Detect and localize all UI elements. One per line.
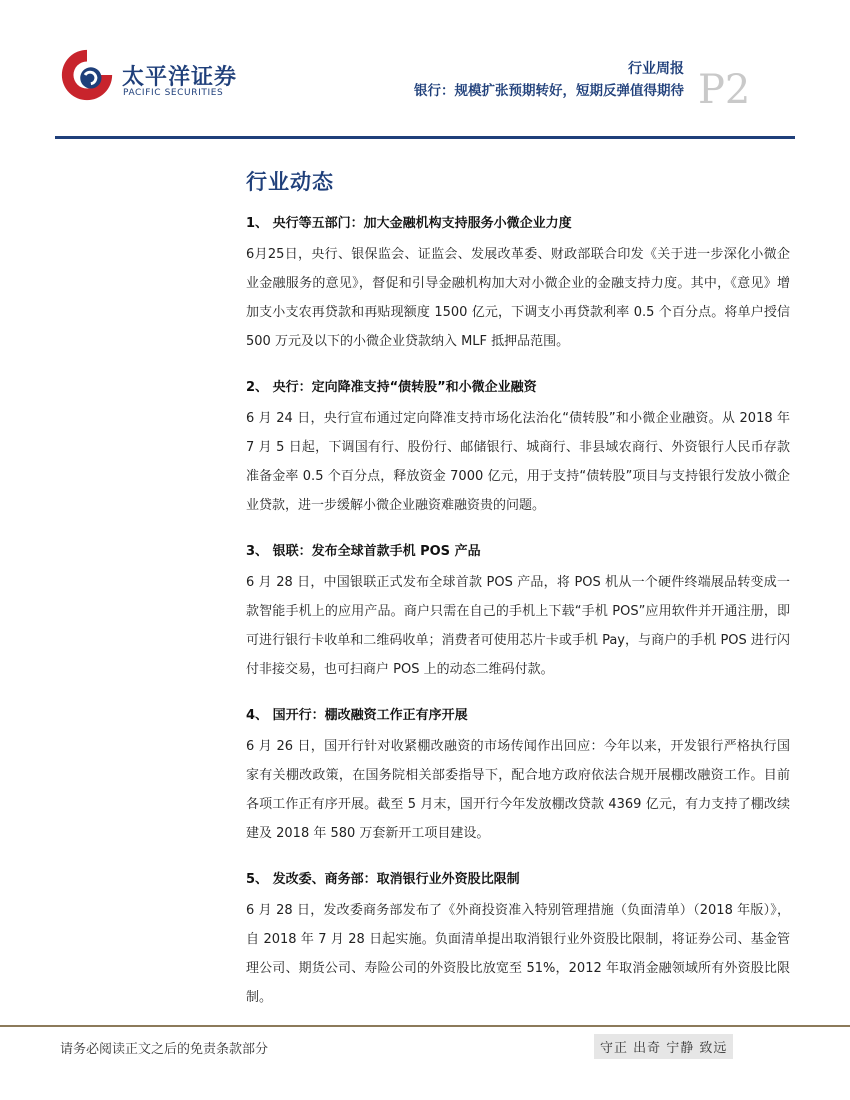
news-heading: 3、 银联：发布全球首款手机 POS 产品 — [246, 544, 481, 559]
news-heading: 4、 国开行：棚改融资工作正有序开展 — [246, 708, 468, 723]
news-item — [246, 540, 790, 684]
main-content — [246, 160, 790, 1032]
brand-name-cn: 太平洋证券 — [122, 65, 238, 90]
footer-motto: 守正 出奇 宁静 致远 — [594, 1034, 733, 1059]
news-body: 6 月 28 日，中国银联正式发布全球首款 POS 产品，将 POS 机从一个硬件终端展品转变成一款智能手机上的应用产品。商户只需在自己的手机上下载“手机 POS”应用软件并开通注册，即可进行银行卡收单和二维码收单；消费者可使用芯片卡或手机 Pay，与商户的手机 POS 进行闪付非接交易，也可扫商户 POS 上的动态二维码付款。 — [246, 575, 790, 677]
page-header — [0, 0, 850, 140]
news-item — [246, 376, 790, 520]
page-number: P2 — [698, 67, 751, 113]
news-heading: 5、 发改委、商务部：取消银行业外资股比限制 — [246, 872, 520, 887]
news-heading: 2、 央行：定向降准支持“债转股”和小微企业融资 — [246, 380, 537, 395]
news-item — [246, 212, 790, 356]
report-type: 行业周报 — [628, 61, 684, 77]
pacific-securities-logo-icon — [58, 46, 116, 104]
news-item — [246, 704, 790, 848]
section-title: 行业动态 — [246, 170, 334, 194]
footer-disclaimer: 请务必阅读正文之后的免责条款部分 — [60, 1042, 269, 1057]
brand-name-en: PACIFIC SECURITIES — [123, 88, 224, 98]
report-subtitle: 银行：规模扩张预期转好，短期反弹值得期待 — [414, 83, 684, 99]
news-item — [246, 868, 790, 1012]
header-divider — [55, 136, 795, 139]
news-heading: 1、 央行等五部门：加大金融机构支持服务小微企业力度 — [246, 216, 572, 231]
news-body: 6月25日，央行、银保监会、证监会、发展改革委、财政部联合印发《关于进一步深化小微企业金融服务的意见》，督促和引导金融机构加大对小微企业的金融支持力度。其中，《意见》增加支小支农再贷款和再贴现额度 1500 亿元，下调支小再贷款利率 0.5 个百分点。将单户授信 500 万元及以下的小微企业贷款纳入 MLF 抵押品范围。 — [246, 247, 790, 349]
news-body: 6 月 26 日，国开行针对收紧棚改融资的市场传闻作出回应：今年以来，开发银行严格执行国家有关棚改政策，在国务院相关部委指导下，配合地方政府依法合规开展棚改融资工作。目前各项工作正有序开展。截至 5 月末，国开行今年发放棚改贷款 4369 亿元，有力支持了棚改续建及 2018 年 580 万套新开工项目建设。 — [246, 739, 790, 841]
news-body: 6 月 24 日，央行宣布通过定向降准支持市场化法治化“债转股”和小微企业融资。从 2018 年 7 月 5 日起，下调国有行、股份行、邮储银行、城商行、非县域农商行、外资银行人民币存款准备金率 0.5 个百分点，释放资金 7000 亿元，用于支持“债转股”项目与支持银行发放小微企业贷款，进一步缓解小微企业融资难融资贵的问题。 — [246, 411, 790, 513]
news-body: 6 月 28 日，发改委商务部发布了《外商投资准入特别管理措施（负面清单）（2018 年版）》，自 2018 年 7 月 28 日起实施。负面清单提出取消银行业外资股比限制，将证券公司、基金管理公司、期货公司、寿险公司的外资股比放宽至 51%，2012 年取消金融领域所有外资股比限制。 — [246, 903, 790, 1005]
footer-divider — [0, 1025, 850, 1027]
